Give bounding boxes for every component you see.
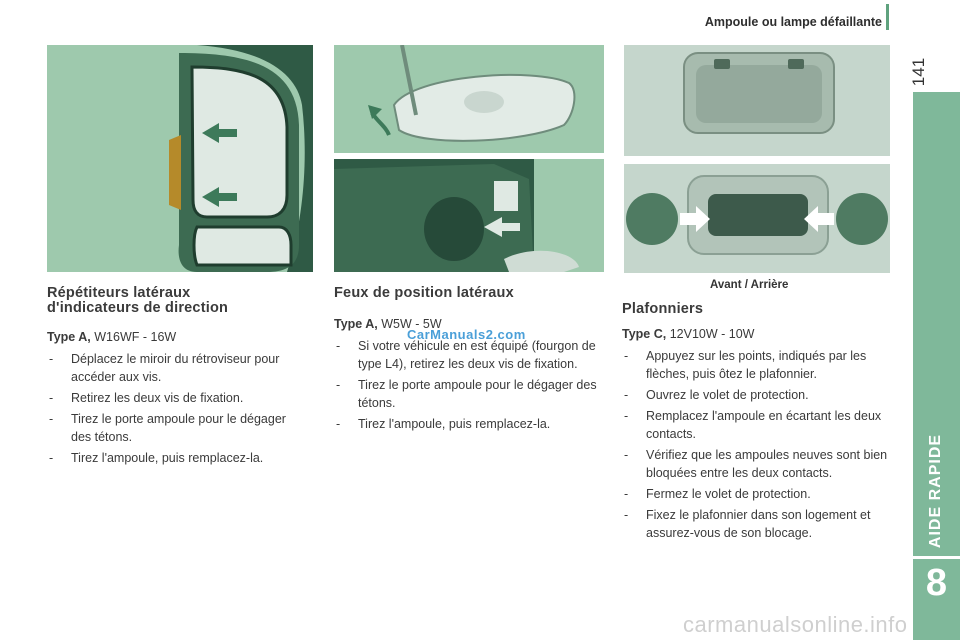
list-item: - Tirez l'ampoule, puis remplacez-la.	[47, 449, 309, 467]
list-item: - Retirez les deux vis de fixation.	[47, 389, 309, 407]
bulb-type-value: W5W - 5W	[381, 317, 442, 331]
side-position-lamp-section	[334, 286, 602, 436]
ceiling-light-drawing-top	[624, 45, 890, 156]
chapter-divider	[913, 556, 960, 559]
ceiling-light-steps	[622, 347, 894, 542]
list-item: - Remplacez l'ampoule en écartant les deux contacts.	[622, 407, 894, 443]
side-position-lamp-heading: Feux de position latéraux	[334, 285, 514, 301]
side-repeater-heading	[47, 286, 309, 316]
mirror-drawing	[47, 45, 313, 272]
list-item: - Tirez l'ampoule, puis remplacez-la.	[334, 415, 602, 433]
list-item: - Fermez le volet de protection.	[622, 485, 894, 503]
ceiling-light-drawing-bottom	[624, 164, 890, 273]
ceiling-light-illustration-top	[624, 45, 890, 156]
ceiling-light-heading: Plafonniers	[622, 301, 704, 317]
header-rule	[886, 4, 889, 30]
chapter-number: 8	[925, 562, 948, 604]
page-header-title: Ampoule ou lampe défaillante	[704, 15, 882, 29]
page-number: 141	[909, 57, 928, 87]
mirror-illustration	[47, 45, 313, 272]
bulb-type-label: Type A,	[47, 330, 91, 344]
side-position-lamp-steps	[334, 337, 602, 433]
bulb-type-value: 12V10W - 10W	[669, 327, 755, 341]
side-repeater-steps	[47, 350, 309, 467]
ceiling-light-bulb-type	[622, 327, 894, 341]
list-item: - Si votre véhicule en est équipé (fourgon de type L4), retirez les deux vis de fixation.	[334, 337, 602, 373]
side-repeater-heading-line1: Répétiteurs latéraux	[47, 285, 191, 301]
bulb-type-label: Type C,	[622, 327, 667, 341]
list-item: - Ouvrez le volet de protection.	[622, 386, 894, 404]
side-repeater-heading-line2: d'indicateurs de direction	[47, 300, 229, 316]
list-item: - Tirez le porte ampoule pour le dégager des tétons.	[334, 376, 602, 412]
ceiling-light-section	[622, 302, 894, 545]
position-lamp-drawing-bottom	[334, 159, 604, 272]
side-repeater-bulb-type	[47, 330, 309, 344]
list-item: - Fixez le plafonnier dans son logement et assurez-vous de son blocage.	[622, 506, 894, 542]
bulb-type-value: W16WF - 16W	[94, 330, 177, 344]
list-item: - Déplacez le miroir du rétroviseur pour accéder aux vis.	[47, 350, 309, 386]
chapter-label: AIDE RAPIDE	[927, 433, 944, 549]
watermark-footer: carmanualsonline.info	[683, 612, 908, 637]
position-lamp-illustration-top	[334, 45, 604, 153]
list-item: - Tirez le porte ampoule pour le dégager des tétons.	[47, 410, 309, 446]
watermark-overlay: CarManuals2.com	[407, 327, 526, 342]
side-repeater-section	[47, 286, 309, 470]
position-lamp-illustration-bottom	[334, 159, 604, 272]
ceiling-light-caption: Avant / Arrière	[710, 279, 789, 291]
list-item: - Appuyez sur les points, indiqués par les flèches, puis ôtez le plafonnier.	[622, 347, 894, 383]
position-lamp-drawing-top	[334, 45, 604, 153]
list-item: - Vérifiez que les ampoules neuves sont bien bloquées entre les deux contacts.	[622, 446, 894, 482]
bulb-type-label: Type A,	[334, 317, 378, 331]
ceiling-light-illustration-bottom	[624, 164, 890, 273]
